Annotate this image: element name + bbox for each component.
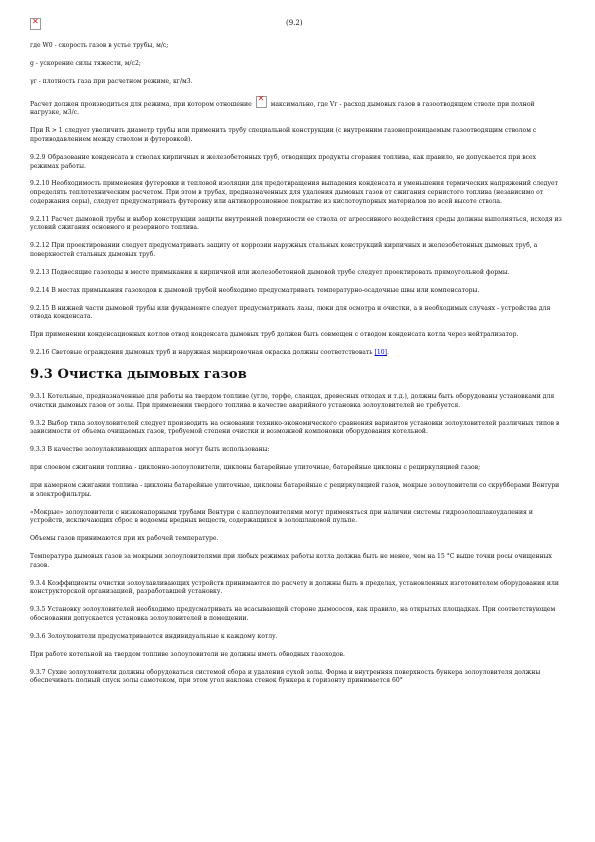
paragraph: 9.3.5 Установку золоуловителей необходимо предусматривать на всасывающей стороне дымососов, как правило, на открытых площадках. При соответствующем обосновании допускается установка золоуловителей в помещении. [30, 606, 556, 623]
formula-row [30, 18, 565, 42]
paragraph-text: 9.2.16 Световые ограждения дымовых труб и наружная маркировочная окраска должны соответствовать [30, 349, 373, 357]
paragraph: 9.3.1 Котельные, предназначенные для работы на твердом топливе (угле, торфе, сланцах, древесных отходах и т.д.), должны быть оборудованы установками для очистки дымовых газов от золы. При применении твердого топлива в качестве аварийного установка золоуловителей не требуется. [30, 393, 555, 409]
paragraph: 9.2.15 В нижней части дымовой трубы или фундаменте следует предусматривать лазы, люки для осмотра и очистки, а в необходимых случаях - устройства для отвода конденсата. [30, 304, 551, 321]
paragraph: При применении конденсационных котлов отвод конденсата дымовых труб должен быть совмещен с отводом конденсата котла через нейтрализатор. [30, 331, 519, 339]
reference-link[interactable]: [10] [374, 349, 388, 357]
paragraph: 9.3.2 Выбор типа золоуловителей следует производить на основании технико-экономического сравнения вариантов установки золоуловителей различных типов в зависимости от объема очищаемых газов, требуемой степени очистки и возможной компоновки оборудования котельной. [30, 419, 560, 436]
broken-image-icon [30, 18, 41, 30]
paragraph-marking [30, 349, 565, 358]
paragraph: 9.2.13 Подвесящие газоходы в месте примыкания к кирпичной или железобетонной дымовой трубе следует проектировать прямоугольной формы. [30, 268, 510, 276]
paragraph: 9.3.4 Коэффициенты очистки золоулавливающих устройств принимаются по расчету и должны быть в пределах, установленных изготовителем оборудования или конструкторской организацией, разработавшей установку. [30, 579, 559, 596]
section-heading: 9.3 Очистка дымовых газов [30, 367, 247, 383]
paragraph-ratio [30, 96, 565, 118]
paragraph: при камерном сжигании топлива - циклоны батарейные улиточные, циклоны батарейные с рециркуляцией газов, мокрые золоуловители со скрубберами Вентури и электрофильтры. [30, 482, 560, 498]
paragraph: При работе котельной на твердом топливе золоуловители не должны иметь обводных газоходов. [30, 650, 345, 658]
paragraph: g - ускорение силы тяжести, м/с2; [30, 59, 141, 67]
paragraph: где W0 - скорость газов в устье трубы, м/с; [30, 42, 169, 49]
broken-image-icon [256, 96, 267, 108]
paragraph: 9.3.3 В качестве золоулавливающих аппаратов могут быть использованы: [30, 446, 270, 454]
paragraph: При R > 1 следует увеличить диаметр трубы или применить трубу специальной конструкции (с внутренним газонепроницаемым газоотводящим стволом с противодавлением между стволом и футеровкой). [30, 127, 537, 143]
paragraph-text: . [387, 349, 389, 357]
paragraph-text: Расчет должен производиться для режима, при котором отношение [30, 100, 252, 108]
paragraph: 9.2.10 Необходимость применения футеровки и тепловой изоляции для предотвращения выпадения конденсата и уменьшения термических напряжений следует определять теплотехническим расчетом. При этом в трубах, предназначенных для удаления дымовых газов от сжигания сернистого топлива (независимо от содержания серы), следует предусматривать футеровку или антикоррозионное покрытие из кислотоупорных материалов по всей высоте ствола. [30, 180, 559, 205]
formula-number: (9.2) [286, 19, 303, 27]
paragraph: при слоевом сжигании топлива - циклонно-золоуловители, циклоны батарейные улиточные, батарейные циклоны с рециркуляцией газов; [30, 464, 481, 472]
paragraph: 9.2.11 Расчет дымовой трубы и выбор конструкции защиты внутренней поверхности ее ствола от агрессивного воздействия среды должны выполняться, исходя из условий сжигания основного и резервного топлива. [30, 215, 562, 232]
paragraph: 9.3.6 Золоуловители предусматриваются индивидуальные к каждому котлу. [30, 632, 278, 640]
paragraph-text: максимально, где Vг - расход дымовых газов в газоотводящем стволе при полной нагрузке, м3/с. [30, 100, 535, 117]
paragraph: Объемы газов принимаются при их рабочей температуре. [30, 535, 219, 543]
paragraph: γг - плотность газа при расчетном режиме, кг/м3. [30, 77, 193, 85]
paragraph: Температура дымовых газов за мокрыми золоуловителями при любых режимах работы котла должна быть не менее, чем на 15 °С выше точки росы очищенных газов. [30, 553, 552, 569]
paragraph: 9.2.12 При проектировании следует предусматривать защиту от коррозии наружных стальных конструкций кирпичных и железобетонных дымовых труб, а поверхностей стальных дымовых труб. [30, 242, 538, 259]
paragraph: 9.2.14 В местах примыкания газоходов к дымовой трубой необходимо предусматривать температурно-осадочные швы или компенсаторы. [30, 286, 480, 294]
paragraph: 9.3.7 Сухие золоуловители должны оборудоваться системой сбора и удаления сухой золы. Форма и внутренняя поверхность бункера золоуловителя должны обеспечивать полный спуск золы самотеком, при этом угол наклона стенок бункера к горизонту принимается 60° [30, 668, 541, 685]
paragraph: 9.2.9 Образование конденсата в стволах кирпичных и железобетонных труб, отводящих продукты сгорания топлива, как правило, не допускается при всех режимах работы. [30, 153, 537, 170]
paragraph: «Мокрые» золоуловители с низконапорными трубами Вентури с каплеуловителями могут применяться при наличии системы гидрозолошлакоудаления и устройств, исключающих сброс в водоемы вредных веществ, содержащихся в золошлаковой пульпе. [30, 508, 533, 525]
